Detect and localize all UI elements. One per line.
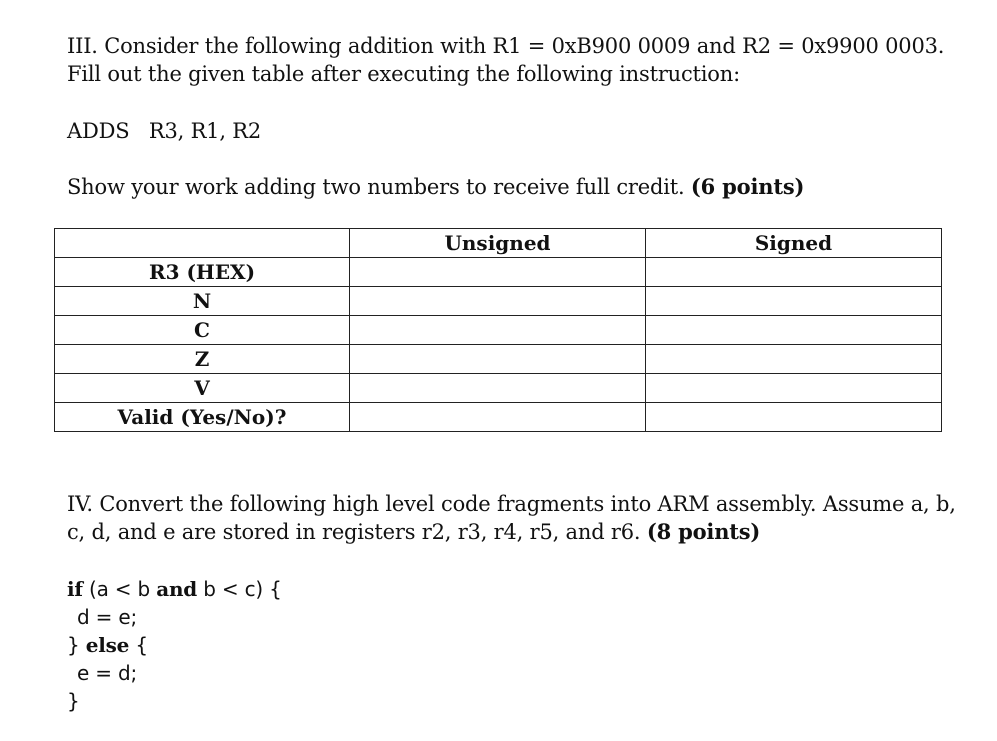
adds-instruction: [67, 117, 261, 145]
cell-n-unsigned[interactable]: [350, 287, 646, 316]
table-row: [55, 316, 942, 345]
close-brace-1: }: [67, 633, 80, 657]
section3-line2: Fill out the given table after executing the following instruction:: [67, 62, 740, 86]
header-unsigned: Unsigned: [350, 229, 646, 258]
cell-valid-signed[interactable]: [646, 403, 942, 432]
header-signed: Signed: [646, 229, 942, 258]
code-else-stmt: e = d;: [77, 661, 138, 685]
points-8: (8 points): [646, 519, 761, 544]
table-header-row: [55, 229, 942, 258]
row-label-n: N: [55, 287, 350, 316]
row-label-c: C: [55, 316, 350, 345]
row-label-v: V: [55, 374, 350, 403]
cell-n-signed[interactable]: [646, 287, 942, 316]
open-brace: {: [135, 633, 148, 657]
code-if-line: [67, 575, 282, 603]
row-label-valid: Valid (Yes/No)?: [55, 403, 350, 432]
header-blank: [55, 229, 350, 258]
table-row: [55, 345, 942, 374]
cell-c-signed[interactable]: [646, 316, 942, 345]
cell-valid-unsigned[interactable]: [350, 403, 646, 432]
table-row: [55, 374, 942, 403]
row-label-r3: R3 (HEX): [55, 258, 350, 287]
cell-v-unsigned[interactable]: [350, 374, 646, 403]
row-label-z: Z: [55, 345, 350, 374]
code-close-brace: }: [67, 689, 80, 713]
work-text: Show your work adding two numbers to receive full credit.: [67, 175, 685, 199]
condition-a: (a < b: [88, 577, 151, 601]
cell-r3-unsigned[interactable]: [350, 258, 646, 287]
and-keyword: and: [156, 577, 198, 601]
else-keyword: else: [85, 633, 130, 657]
table-row: [55, 258, 942, 287]
section4-line2: [67, 518, 760, 546]
instruction-text: ADDS R3, R1, R2: [67, 119, 262, 143]
cell-c-unsigned[interactable]: [350, 316, 646, 345]
table-row: [55, 287, 942, 316]
condition-b: b < c) {: [203, 577, 282, 601]
cell-z-signed[interactable]: [646, 345, 942, 374]
section4-line1: IV. Convert the following high level code fragments into ARM assembly. Assume a, b,: [67, 492, 956, 516]
if-keyword: if: [67, 577, 83, 601]
code-then-line: d = e;: [77, 605, 138, 629]
flags-table: [54, 228, 942, 432]
cell-v-signed[interactable]: [646, 374, 942, 403]
cell-z-unsigned[interactable]: [350, 345, 646, 374]
section4-line2-text: c, d, and e are stored in registers r2, r3, r4, r5, and r6.: [67, 520, 641, 544]
table-row: [55, 403, 942, 432]
cell-r3-signed[interactable]: [646, 258, 942, 287]
section3-line1: III. Consider the following addition with R1 = 0xB900 0009 and R2 = 0x9900 0003.: [67, 34, 945, 58]
work-instruction: [67, 173, 804, 201]
points-6: (6 points): [690, 174, 805, 199]
code-else-line: [67, 631, 148, 659]
